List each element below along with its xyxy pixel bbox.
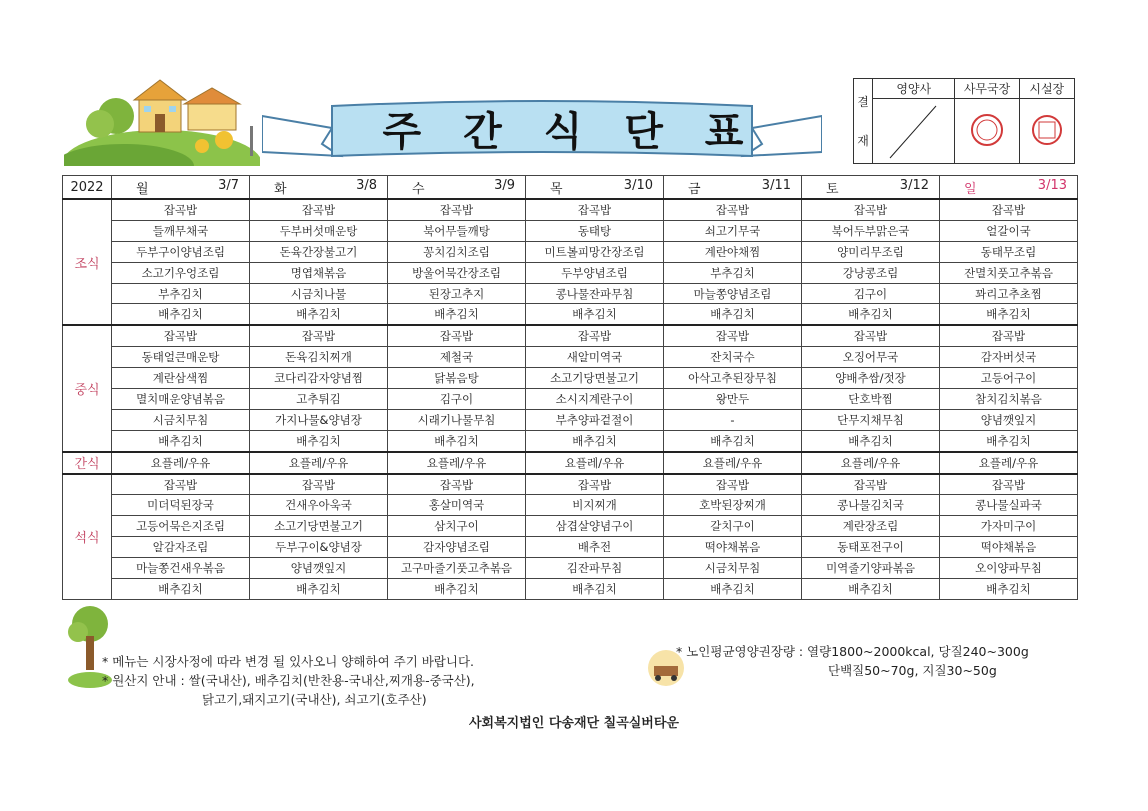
menu-cell: 갈치구이 [664,516,802,537]
menu-cell: 잡곡밥 [802,325,940,346]
menu-cell: 방울어묵간장조림 [388,262,526,283]
nutrition-block [676,642,1029,680]
menu-cell: 삼겹살양념구이 [526,516,664,537]
menu-cell: 부추양파겉절이 [526,409,664,430]
menu-cell: 참치김치볶음 [940,389,1078,410]
day-header: 금 3/11 [664,176,802,200]
menu-row [63,452,1078,474]
menu-cell: 잔멸치풋고추볶음 [940,262,1078,283]
menu-cell: 부추김치 [664,262,802,283]
menu-cell: 배추김치 [940,430,1078,451]
meal-label: 석식 [63,474,112,600]
menu-cell: 소고기당면불고기 [250,516,388,537]
menu-cell: 미더덕된장국 [112,495,250,516]
menu-row [63,430,1078,451]
menu-row [63,368,1078,389]
menu-row [63,474,1078,495]
menu-cell: 배추김치 [940,579,1078,600]
menu-cell: 마늘쫑건새우볶음 [112,558,250,579]
menu-cell: 두부구이양념조림 [112,241,250,262]
menu-row [63,283,1078,304]
approval-sign-manager [955,99,1019,164]
menu-cell: 배추김치 [112,304,250,325]
page-title: 주 간 식 단 표 [382,107,758,155]
approval-box [853,78,1075,164]
menu-cell: 잔치국수 [664,347,802,368]
menu-cell: 강낭콩조림 [802,262,940,283]
menu-cell: 배추김치 [112,579,250,600]
menu-cell: 잡곡밥 [664,474,802,495]
menu-cell: 동태탕 [526,220,664,241]
menu-cell: 제철국 [388,347,526,368]
menu-row [63,389,1078,410]
menu-cell: 양미리무조림 [802,241,940,262]
menu-cell: 잡곡밥 [802,474,940,495]
menu-cell: 잡곡밥 [112,199,250,220]
menu-cell: 잡곡밥 [250,474,388,495]
menu-cell: - [664,409,802,430]
menu-cell: 배추김치 [802,579,940,600]
menu-cell: 비지찌개 [526,495,664,516]
menu-cell: 잡곡밥 [526,325,664,346]
menu-cell: 된장고추지 [388,283,526,304]
menu-row [63,537,1078,558]
menu-cell: 가지나물&양념장 [250,409,388,430]
menu-cell: 고추튀김 [250,389,388,410]
menu-row [63,241,1078,262]
house-hill-illustration [64,74,260,166]
menu-cell: 왕만두 [664,389,802,410]
menu-cell: 잡곡밥 [940,199,1078,220]
menu-cell: 마늘쫑양념조림 [664,283,802,304]
menu-cell: 미트볼피망간장조림 [526,241,664,262]
menu-cell: 소고기당면불고기 [526,368,664,389]
menu-row [63,262,1078,283]
menu-cell: 계란야채찜 [664,241,802,262]
menu-row [63,495,1078,516]
red-seal-stamp [1027,110,1067,150]
menu-cell: 잡곡밥 [388,474,526,495]
menu-cell: 잡곡밥 [802,199,940,220]
menu-cell: 요플레/우유 [388,452,526,474]
menu-cell: 부추김치 [112,283,250,304]
menu-cell: 오징어무국 [802,347,940,368]
note-menu-change: * 메뉴는 시장사정에 따라 변경 될 있사오니 양해하여 주기 바랍니다. [102,654,475,669]
menu-cell: 요플레/우유 [802,452,940,474]
menu-cell: 양배추쌈/젓장 [802,368,940,389]
menu-cell: 미역줄기양파볶음 [802,558,940,579]
menu-cell: 꽁치김치조림 [388,241,526,262]
menu-cell: 홍살미역국 [388,495,526,516]
menu-cell: 배추김치 [526,579,664,600]
menu-cell: 배추전 [526,537,664,558]
menu-cell: 오이양파무침 [940,558,1078,579]
day-header-row [63,176,1078,200]
menu-cell: 동태얼큰매운탕 [112,347,250,368]
menu-cell: 돈육김치찌개 [250,347,388,368]
menu-cell: 잡곡밥 [250,325,388,346]
menu-cell: 배추김치 [940,304,1078,325]
menu-cell: 떡야채볶음 [664,537,802,558]
menu-cell: 배추김치 [526,304,664,325]
menu-cell: 콩나물실파국 [940,495,1078,516]
menu-cell: 배추김치 [664,579,802,600]
approval-side-label: 결 재 [854,79,873,164]
day-header-sunday: 일 3/13 [940,176,1078,200]
menu-cell: 김구이 [388,389,526,410]
menu-cell: 북어두부맑은국 [802,220,940,241]
day-header: 월 3/7 [112,176,250,200]
menu-cell: 알감자조림 [112,537,250,558]
note-origin: * 원산지 안내 : 쌀(국내산), 배추김치(반찬용-국내산,찌개용-중국산), [102,673,475,688]
menu-cell: 배추김치 [250,304,388,325]
approval-role-manager: 사무국장 [955,79,1019,99]
menu-cell: 시래기나물무침 [388,409,526,430]
menu-cell: 잡곡밥 [526,474,664,495]
menu-cell: 양념깻잎지 [250,558,388,579]
menu-cell: 잡곡밥 [112,474,250,495]
red-seal-stamp [967,110,1007,150]
menu-cell: 코다리감자양념찜 [250,368,388,389]
menu-cell: 계란장조림 [802,516,940,537]
menu-cell: 김구이 [802,283,940,304]
menu-cell: 배추김치 [802,430,940,451]
day-header: 토 3/12 [802,176,940,200]
menu-row [63,558,1078,579]
menu-cell: 두부버섯매운탕 [250,220,388,241]
menu-cell: 쇠고기무국 [664,220,802,241]
menu-cell: 호박된장찌개 [664,495,802,516]
meal-label: 중식 [63,325,112,451]
signature-slash [884,100,944,160]
menu-row [63,220,1078,241]
menu-cell: 잡곡밥 [250,199,388,220]
menu-cell: 배추김치 [112,430,250,451]
day-header: 목 3/10 [526,176,664,200]
menu-cell: 잡곡밥 [664,199,802,220]
menu-cell: 소고기우엉조림 [112,262,250,283]
menu-cell: 배추김치 [664,304,802,325]
footer-organization: 사회복지법인 다송재단 칠곡실버타운 [469,716,679,731]
menu-cell: 배추김치 [802,304,940,325]
menu-cell: 닭볶음탕 [388,368,526,389]
menu-cell: 단무지채무침 [802,409,940,430]
menu-cell: 북어무들깨탕 [388,220,526,241]
menu-cell: 동태무조림 [940,241,1078,262]
menu-cell: 소시지계란구이 [526,389,664,410]
menu-cell: 두부양념조림 [526,262,664,283]
menu-cell: 배추김치 [250,579,388,600]
menu-cell: 요플레/우유 [940,452,1078,474]
menu-cell: 잡곡밥 [940,474,1078,495]
menu-cell: 새알미역국 [526,347,664,368]
menu-cell: 고등어구이 [940,368,1078,389]
menu-cell: 계란삼색찜 [112,368,250,389]
menu-cell: 삼치구이 [388,516,526,537]
menu-cell: 잡곡밥 [388,325,526,346]
notes-block [102,652,475,709]
menu-cell: 돈육간장불고기 [250,241,388,262]
menu-cell: 잡곡밥 [526,199,664,220]
menu-cell: 요플레/우유 [664,452,802,474]
menu-cell: 요플레/우유 [250,452,388,474]
menu-cell: 멸치매운양념볶음 [112,389,250,410]
day-header: 수 3/9 [388,176,526,200]
menu-cell: 배추김치 [664,430,802,451]
menu-cell: 감자양념조림 [388,537,526,558]
menu-cell: 들깨무채국 [112,220,250,241]
approval-role-nutritionist: 영양사 [873,79,955,99]
menu-cell: 배추김치 [526,430,664,451]
menu-cell: 잡곡밥 [940,325,1078,346]
menu-cell: 콩나물잔파무침 [526,283,664,304]
menu-cell: 배추김치 [388,430,526,451]
menu-cell: 명엽채볶음 [250,262,388,283]
nutrition-line1: * 노인평균영양권장량 : 열량1800~2000kcal, 당질240~300g [676,644,1029,659]
menu-cell: 김잔파무침 [526,558,664,579]
nutrition-line2: 단백질50~70g, 지질30~50g [828,663,997,678]
menu-row [63,409,1078,430]
meal-label: 간식 [63,452,112,474]
menu-cell: 배추김치 [250,430,388,451]
menu-cell: 시금치무침 [664,558,802,579]
menu-cell: 요플레/우유 [112,452,250,474]
menu-cell: 꽈리고추초찜 [940,283,1078,304]
menu-cell: 감자버섯국 [940,347,1078,368]
approval-sign-director [1019,99,1074,164]
weekly-menu-table [62,175,1078,600]
menu-cell: 잡곡밥 [112,325,250,346]
approval-role-director: 시설장 [1019,79,1074,99]
menu-row [63,347,1078,368]
menu-row [63,304,1078,325]
menu-cell: 고구마줄기풋고추볶음 [388,558,526,579]
menu-cell: 잡곡밥 [664,325,802,346]
menu-cell: 얼갈이국 [940,220,1078,241]
approval-sign-nutritionist [873,99,955,164]
menu-cell: 양념깻잎지 [940,409,1078,430]
year-cell: 2022 [63,176,112,200]
menu-cell: 동태포전구이 [802,537,940,558]
menu-cell: 떡야채볶음 [940,537,1078,558]
menu-row [63,199,1078,220]
day-header: 화 3/8 [250,176,388,200]
menu-cell: 아삭고추된장무침 [664,368,802,389]
menu-cell: 콩나물김치국 [802,495,940,516]
menu-cell: 고등어묵은지조림 [112,516,250,537]
menu-cell: 시금치무침 [112,409,250,430]
menu-cell: 잡곡밥 [388,199,526,220]
note-origin-cont: 닭고기,돼지고기(국내산), 쇠고기(호주산) [202,692,427,707]
menu-row [63,579,1078,600]
menu-cell: 요플레/우유 [526,452,664,474]
menu-row [63,325,1078,346]
menu-cell: 두부구이&양념장 [250,537,388,558]
menu-cell: 시금치나물 [250,283,388,304]
menu-cell: 배추김치 [388,579,526,600]
menu-cell: 건새우아욱국 [250,495,388,516]
menu-cell: 배추김치 [388,304,526,325]
menu-cell: 가자미구이 [940,516,1078,537]
menu-row [63,516,1078,537]
meal-label: 조식 [63,199,112,325]
menu-cell: 단호박찜 [802,389,940,410]
